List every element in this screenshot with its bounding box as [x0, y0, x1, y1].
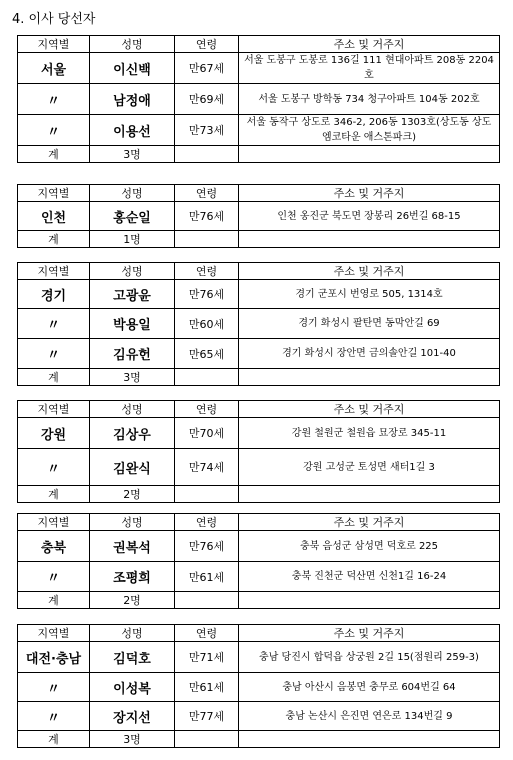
region-cell: 대전·충남 — [18, 642, 90, 673]
table-header-row — [18, 263, 500, 280]
total-count: 3명 — [90, 146, 175, 163]
address-cell: 충남 논산시 은진면 연은로 134번길 9 — [239, 702, 500, 731]
age-cell: 만71세 — [175, 642, 239, 673]
column-header-age: 연령 — [175, 514, 239, 531]
address-cell: 서울 도봉구 방학동 734 청구아파트 104동 202호 — [239, 84, 500, 115]
name-cell: 조평희 — [90, 562, 175, 592]
results-table-chungbuk — [17, 513, 500, 609]
column-header-region: 지역별 — [18, 185, 90, 202]
section-heading: 4. 이사 당선자 — [12, 12, 96, 27]
total-label: 계 — [18, 146, 90, 163]
table-row — [18, 449, 500, 486]
table-row — [18, 115, 500, 146]
region-cell: 인천 — [18, 202, 90, 231]
column-header-age: 연령 — [175, 263, 239, 280]
age-cell: 만61세 — [175, 562, 239, 592]
results-table-gyeonggi — [17, 262, 500, 386]
name-cell: 김덕호 — [90, 642, 175, 673]
results-table-daejeon-chungnam — [17, 624, 500, 748]
empty-cell — [175, 369, 239, 386]
column-header-age: 연령 — [175, 36, 239, 53]
age-cell: 만76세 — [175, 531, 239, 562]
address-cell: 강원 철원군 철원읍 묘장로 345-11 — [239, 418, 500, 449]
results-table-seoul — [17, 35, 500, 163]
empty-cell — [239, 486, 500, 503]
address-cell: 충북 진천군 덕산면 신천1길 16-24 — [239, 562, 500, 592]
column-header-address: 주소 및 거주지 — [239, 263, 500, 280]
total-count: 1명 — [90, 231, 175, 248]
column-header-region: 지역별 — [18, 263, 90, 280]
column-header-age: 연령 — [175, 185, 239, 202]
table-row — [18, 280, 500, 309]
total-row — [18, 146, 500, 163]
column-header-address: 주소 및 거주지 — [239, 514, 500, 531]
name-cell: 이용선 — [90, 115, 175, 146]
total-row — [18, 592, 500, 609]
table-header-row — [18, 514, 500, 531]
age-cell: 만67세 — [175, 53, 239, 84]
region-cell: 경기 — [18, 280, 90, 309]
total-count: 2명 — [90, 592, 175, 609]
results-table-incheon — [17, 184, 500, 248]
table-row — [18, 53, 500, 84]
region-cell: 〃 — [18, 562, 90, 592]
column-header-age: 연령 — [175, 625, 239, 642]
name-cell: 남정애 — [90, 84, 175, 115]
address-cell: 서울 동작구 상도로 346-2, 206동 1303호(상도동 상도엠코타운 애스톤파크) — [239, 115, 500, 146]
name-cell: 김상우 — [90, 418, 175, 449]
address-cell: 서울 도봉구 도봉로 136길 111 현대아파트 208동 2204호 — [239, 53, 500, 84]
column-header-region: 지역별 — [18, 625, 90, 642]
total-count: 2명 — [90, 486, 175, 503]
address-cell: 경기 군포시 번영로 505, 1314호 — [239, 280, 500, 309]
total-row — [18, 731, 500, 748]
total-count: 3명 — [90, 369, 175, 386]
name-cell: 이신백 — [90, 53, 175, 84]
address-cell: 충남 당진시 합덕읍 상궁원 2길 15(점원리 259-3) — [239, 642, 500, 673]
empty-cell — [239, 592, 500, 609]
age-cell: 만65세 — [175, 339, 239, 369]
column-header-address: 주소 및 거주지 — [239, 625, 500, 642]
total-label: 계 — [18, 592, 90, 609]
region-cell: 〃 — [18, 702, 90, 731]
name-cell: 이성복 — [90, 673, 175, 702]
column-header-region: 지역별 — [18, 401, 90, 418]
column-header-name: 성명 — [90, 185, 175, 202]
region-cell: 〃 — [18, 339, 90, 369]
empty-cell — [239, 231, 500, 248]
column-header-name: 성명 — [90, 263, 175, 280]
name-cell: 김완식 — [90, 449, 175, 486]
region-cell: 〃 — [18, 84, 90, 115]
age-cell: 만73세 — [175, 115, 239, 146]
column-header-address: 주소 및 거주지 — [239, 185, 500, 202]
column-header-address: 주소 및 거주지 — [239, 36, 500, 53]
name-cell: 권복석 — [90, 531, 175, 562]
table-header-row — [18, 401, 500, 418]
total-label: 계 — [18, 231, 90, 248]
empty-cell — [239, 731, 500, 748]
table-row — [18, 339, 500, 369]
name-cell: 장지선 — [90, 702, 175, 731]
total-label: 계 — [18, 369, 90, 386]
empty-cell — [175, 592, 239, 609]
age-cell: 만76세 — [175, 202, 239, 231]
empty-cell — [175, 731, 239, 748]
total-label: 계 — [18, 486, 90, 503]
age-cell: 만69세 — [175, 84, 239, 115]
address-cell: 인천 옹진군 북도면 장봉리 26번길 68-15 — [239, 202, 500, 231]
address-cell: 경기 화성시 장안면 금의솔안길 101-40 — [239, 339, 500, 369]
column-header-address: 주소 및 거주지 — [239, 401, 500, 418]
name-cell: 김유헌 — [90, 339, 175, 369]
name-cell: 박용일 — [90, 309, 175, 339]
name-cell: 고광윤 — [90, 280, 175, 309]
age-cell: 만74세 — [175, 449, 239, 486]
column-header-region: 지역별 — [18, 36, 90, 53]
region-cell: 〃 — [18, 115, 90, 146]
total-row — [18, 369, 500, 386]
address-cell: 강원 고성군 토성면 새터1길 3 — [239, 449, 500, 486]
age-cell: 만60세 — [175, 309, 239, 339]
empty-cell — [175, 486, 239, 503]
column-header-name: 성명 — [90, 514, 175, 531]
column-header-name: 성명 — [90, 625, 175, 642]
table-row — [18, 202, 500, 231]
region-cell: 〃 — [18, 673, 90, 702]
region-cell: 강원 — [18, 418, 90, 449]
table-row — [18, 642, 500, 673]
empty-cell — [239, 369, 500, 386]
table-row — [18, 531, 500, 562]
total-count: 3명 — [90, 731, 175, 748]
column-header-region: 지역별 — [18, 514, 90, 531]
age-cell: 만77세 — [175, 702, 239, 731]
total-label: 계 — [18, 731, 90, 748]
address-cell: 충북 음성군 삼성면 덕호로 225 — [239, 531, 500, 562]
table-row — [18, 562, 500, 592]
table-row — [18, 418, 500, 449]
region-cell: 충북 — [18, 531, 90, 562]
results-table-gangwon — [17, 400, 500, 503]
region-cell: 서울 — [18, 53, 90, 84]
total-row — [18, 486, 500, 503]
column-header-name: 성명 — [90, 36, 175, 53]
table-row — [18, 673, 500, 702]
table-row — [18, 702, 500, 731]
region-cell: 〃 — [18, 309, 90, 339]
empty-cell — [239, 146, 500, 163]
age-cell: 만76세 — [175, 280, 239, 309]
address-cell: 경기 화성시 팔탄면 동막안길 69 — [239, 309, 500, 339]
region-cell: 〃 — [18, 449, 90, 486]
table-header-row — [18, 185, 500, 202]
table-header-row — [18, 36, 500, 53]
table-row — [18, 84, 500, 115]
name-cell: 홍순일 — [90, 202, 175, 231]
address-cell: 충남 아산시 음봉면 충무로 604번길 64 — [239, 673, 500, 702]
empty-cell — [175, 231, 239, 248]
age-cell: 만61세 — [175, 673, 239, 702]
column-header-age: 연령 — [175, 401, 239, 418]
total-row — [18, 231, 500, 248]
table-header-row — [18, 625, 500, 642]
empty-cell — [175, 146, 239, 163]
table-row — [18, 309, 500, 339]
column-header-name: 성명 — [90, 401, 175, 418]
age-cell: 만70세 — [175, 418, 239, 449]
